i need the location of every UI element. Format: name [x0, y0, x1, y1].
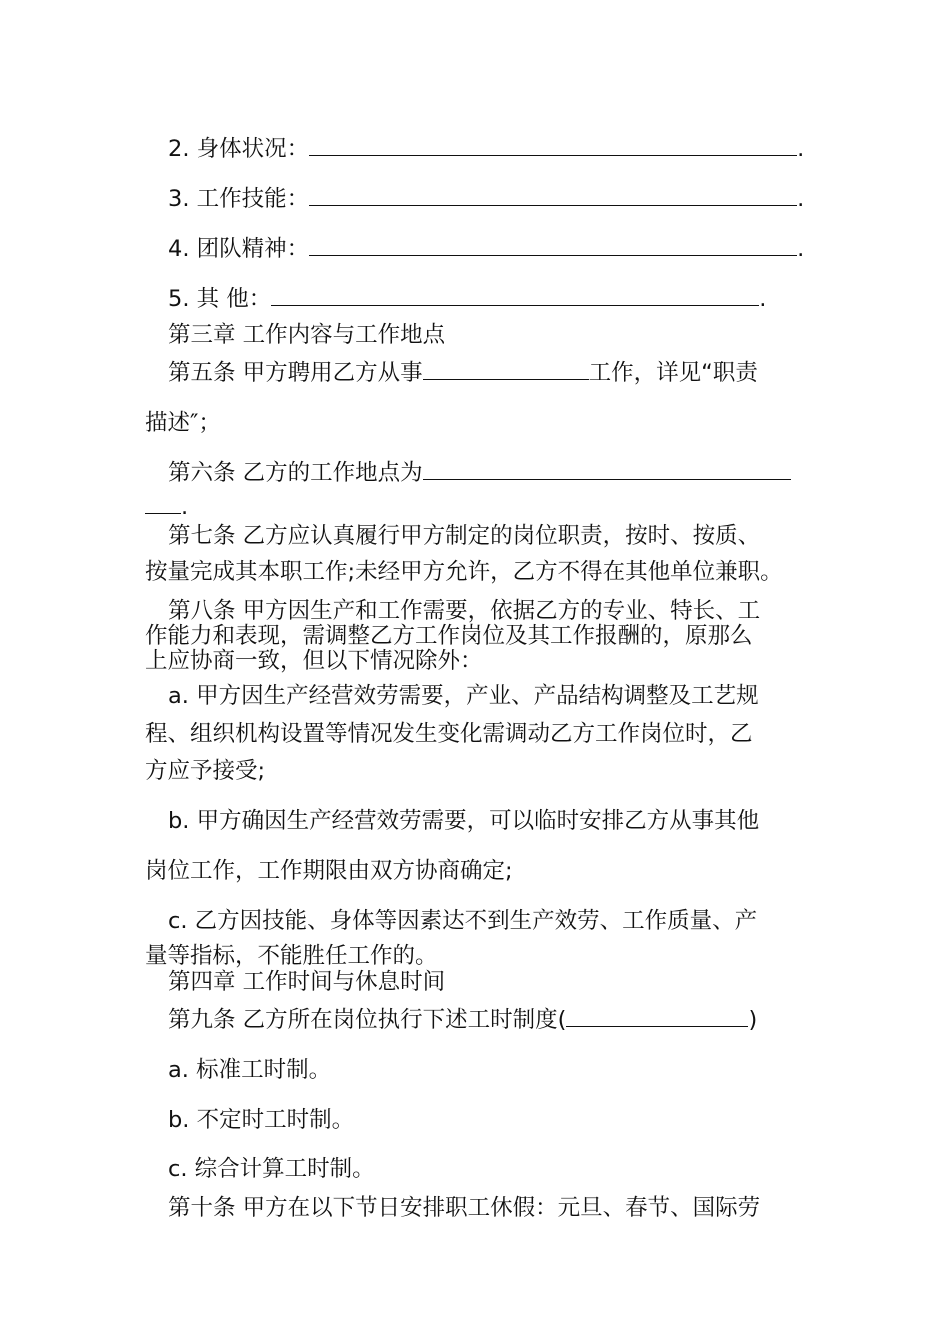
- fill-blank[interactable]: [309, 184, 797, 206]
- article-8-cont: 上应协商一致，但以下情况除外：: [145, 648, 483, 674]
- article-6: 第六条 乙方的工作地点为: [168, 458, 791, 488]
- item-label: 2. 身体状况：: [168, 136, 310, 162]
- option-item: c. 综合计算工时制。: [168, 1156, 375, 1182]
- article-7-cont: 按量完成其本职工作;未经甲方允许，乙方不得在其他单位兼职。: [145, 559, 783, 585]
- item-label: 5. 其 他：: [168, 286, 272, 312]
- fill-blank[interactable]: [566, 1005, 748, 1027]
- fill-blank[interactable]: [145, 492, 181, 514]
- clause-b-cont: 岗位工作，工作期限由双方协商确定;: [145, 858, 513, 884]
- list-item: 3. 工作技能： .: [168, 186, 805, 212]
- fill-blank[interactable]: [309, 134, 797, 156]
- article-7: 第七条 乙方应认真履行甲方制定的岗位职责，按时、按质、: [168, 523, 761, 549]
- clause-b: b. 甲方确因生产经营效劳需要，可以临时安排乙方从事其他: [168, 808, 760, 834]
- fill-blank[interactable]: [271, 284, 759, 306]
- article-6-cont: .: [145, 492, 188, 522]
- list-item: 5. 其 他： .: [168, 286, 767, 312]
- list-item: 4. 团队精神： .: [168, 236, 805, 262]
- fill-blank[interactable]: [309, 234, 797, 256]
- clause-c: c. 乙方因技能、身体等因素达不到生产效劳、工作质量、产: [168, 908, 758, 934]
- fill-blank[interactable]: [423, 358, 589, 380]
- article-8: 第八条 甲方因生产和工作需要，依据乙方的专业、特长、工: [168, 598, 761, 624]
- list-item: 2. 身体状况： .: [168, 136, 805, 162]
- clause-a-cont: 程、组织机构设置等情况发生变化需调动乙方工作岗位时，乙: [145, 721, 753, 747]
- article-9: 第九条 乙方所在岗位执行下述工时制度( ): [168, 1007, 758, 1033]
- clause-a: a. 甲方因生产经营效劳需要，产业、产品结构调整及工艺规: [168, 683, 759, 709]
- clause-a-cont: 方应予接受;: [145, 758, 266, 784]
- item-label: 4. 团队精神：: [168, 236, 310, 262]
- option-item: b. 不定时工时制。: [168, 1107, 355, 1133]
- article-5: 第五条 甲方聘用乙方从事 工作，详见“职责: [168, 360, 758, 386]
- item-label: 3. 工作技能：: [168, 186, 310, 212]
- clause-c-cont: 量等指标，不能胜任工作的。: [145, 943, 438, 969]
- article-8-cont: 作能力和表现，需调整乙方工作岗位及其工作报酬的，原那么: [145, 623, 753, 649]
- article-10: 第十条 甲方在以下节日安排职工休假：元旦、春节、国际劳: [168, 1195, 761, 1221]
- option-item: a. 标准工时制。: [168, 1057, 332, 1083]
- chapter-heading: 第四章 工作时间与休息时间: [168, 969, 446, 995]
- fill-blank[interactable]: [423, 458, 791, 480]
- article-5-cont: 描述″；: [145, 410, 221, 436]
- chapter-heading: 第三章 工作内容与工作地点: [168, 322, 446, 348]
